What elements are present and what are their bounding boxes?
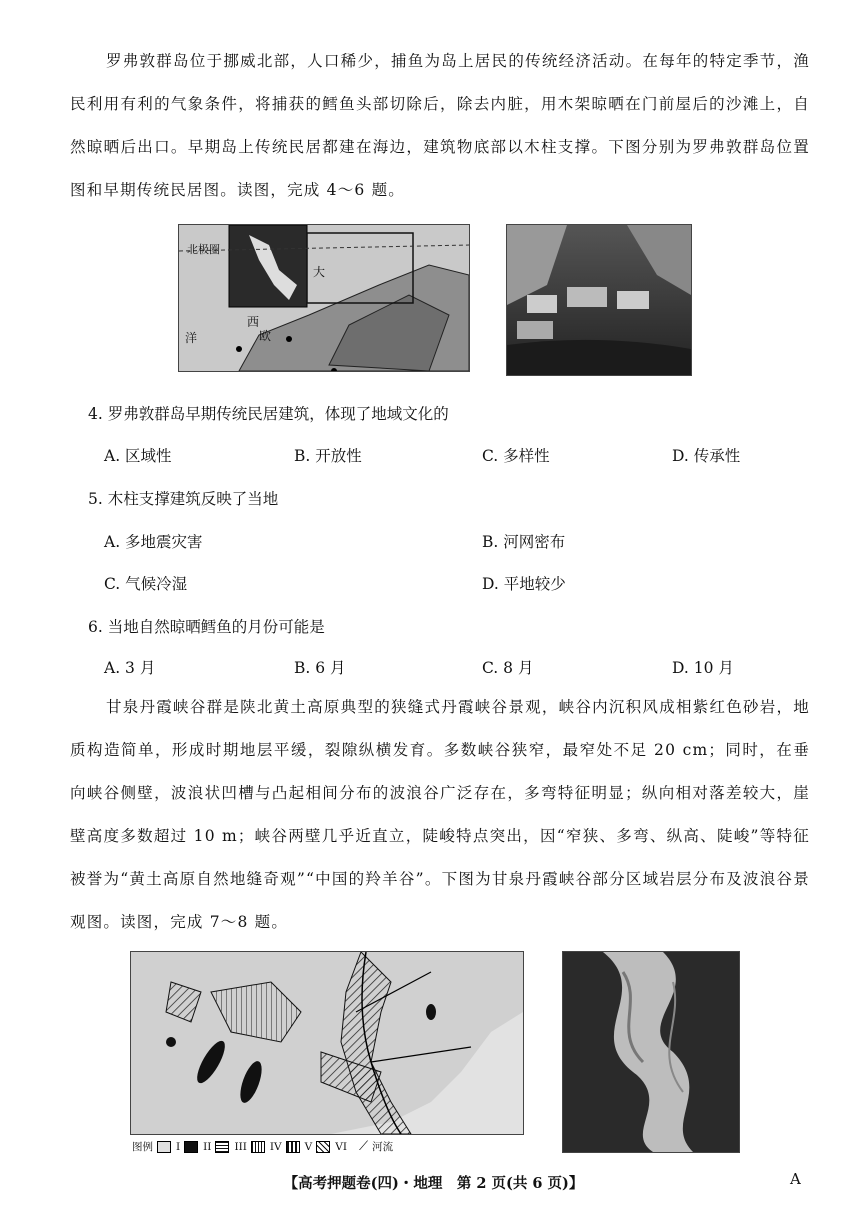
question-5: 5. 木柱支撑建筑反映了当地 <box>88 490 279 508</box>
question-6: 6. 当地自然晾晒鳕鱼的月份可能是 <box>88 618 325 636</box>
map-label-ou: 欧 <box>259 329 272 343</box>
question-4: 4. 罗弗敦群岛早期传统民居建筑，体现了地域文化的 <box>88 405 449 423</box>
legend-item-2: II <box>203 1140 212 1153</box>
legend-item-4: IV <box>269 1140 282 1153</box>
q6-option-a[interactable]: A. 3 月 <box>104 659 156 677</box>
q6-option-c[interactable]: C. 8 月 <box>482 659 534 677</box>
q4-option-a[interactable]: A. 区域性 <box>104 447 172 465</box>
legend-title: 图例 <box>132 1141 153 1153</box>
legend-swatch-3 <box>215 1141 229 1153</box>
legend-swatch-2 <box>184 1141 198 1153</box>
lofoten-location-map <box>178 224 470 372</box>
legend-river: 河流 <box>372 1141 394 1153</box>
page-footer: 【高考押题卷(四)・地理 第 2 页(共 6 页)】 <box>283 1175 584 1192</box>
legend-item-6: VI <box>335 1140 347 1153</box>
rock-layer-map <box>130 951 524 1135</box>
paper-version-mark: A <box>790 1170 801 1188</box>
wave-valley-photo <box>562 951 740 1153</box>
legend-swatch-1 <box>157 1141 171 1153</box>
q6-option-b[interactable]: B. 6 月 <box>294 659 346 677</box>
rock-map-legend <box>132 1139 393 1154</box>
map-label-yang: 洋 <box>185 331 198 345</box>
q5-option-a[interactable]: A. 多地震灾害 <box>104 533 203 551</box>
legend-swatch-6 <box>316 1141 330 1153</box>
river-symbol-icon: ⟋ <box>358 1139 369 1154</box>
q6-option-d[interactable]: D. 10 月 <box>672 659 734 677</box>
q4-option-c[interactable]: C. 多样性 <box>482 447 550 465</box>
legend-swatch-5 <box>286 1141 300 1153</box>
legend-swatch-4 <box>251 1141 265 1153</box>
passage-lofoten: 罗弗敦群岛位于挪威北部，人口稀少，捕鱼为岛上居民的传统经济活动。在每年的特定季节，渔民利用有利的气象条件，将捕获的鳕鱼头部切除后，除去内脏，用木架晾晒在门前屋后的沙滩上，自然晾晒后出口。早期岛上传统民居都建在海边，建筑物底部以木柱支撑。下图分别为罗弗敦群岛位置图和早期传统民居图。读图，完成 4～6 题。 <box>70 52 810 199</box>
q5-option-c[interactable]: C. 气候冷湿 <box>104 575 188 593</box>
map-label-arctic-circle: 北极圈 <box>187 243 220 256</box>
map-label-xi: 西 <box>247 315 260 329</box>
wave-photo-drawing <box>563 952 739 1152</box>
q4-option-d[interactable]: D. 传承性 <box>672 447 741 465</box>
q4-option-b[interactable]: B. 开放性 <box>294 447 362 465</box>
photo-drawing <box>507 225 691 375</box>
q5-option-d[interactable]: D. 平地较少 <box>482 575 566 593</box>
map-drawing <box>179 225 469 371</box>
legend-item-3: III <box>234 1140 247 1153</box>
legend-item-5: V <box>304 1140 313 1153</box>
map-label-da: 大 <box>313 265 326 279</box>
legend-item-1: I <box>176 1140 181 1153</box>
passage-ganquan-canyon: 甘泉丹霞峡谷群是陕北黄土高原典型的狭缝式丹霞峡谷景观，峡谷内沉积风成相紫红色砂岩，地质构造简单，形成时期地层平缓，裂隙纵横发育。多数峡谷狭窄，最窄处不足 20 cm；同时，在垂向峡谷侧壁，波浪状凹槽与凸起相间分布的波浪谷广泛存在，多弯特征明显；纵向相对落差较大，崖壁高度多数超过 10 m；峡谷两壁几乎近直立，陡峻特点突出，因“窄狭、多弯、纵高、陡峻”等特征被誉为“黄土高原自然地缝奇观”“中国的羚羊谷”。下图为甘泉丹霞峡谷部分区域岩层分布及波浪谷景观图。读图，完成 7～8 题。 <box>70 698 810 931</box>
rock-map-drawing <box>131 952 523 1134</box>
traditional-dwelling-photo <box>506 224 692 376</box>
q5-option-b[interactable]: B. 河网密布 <box>482 533 566 551</box>
